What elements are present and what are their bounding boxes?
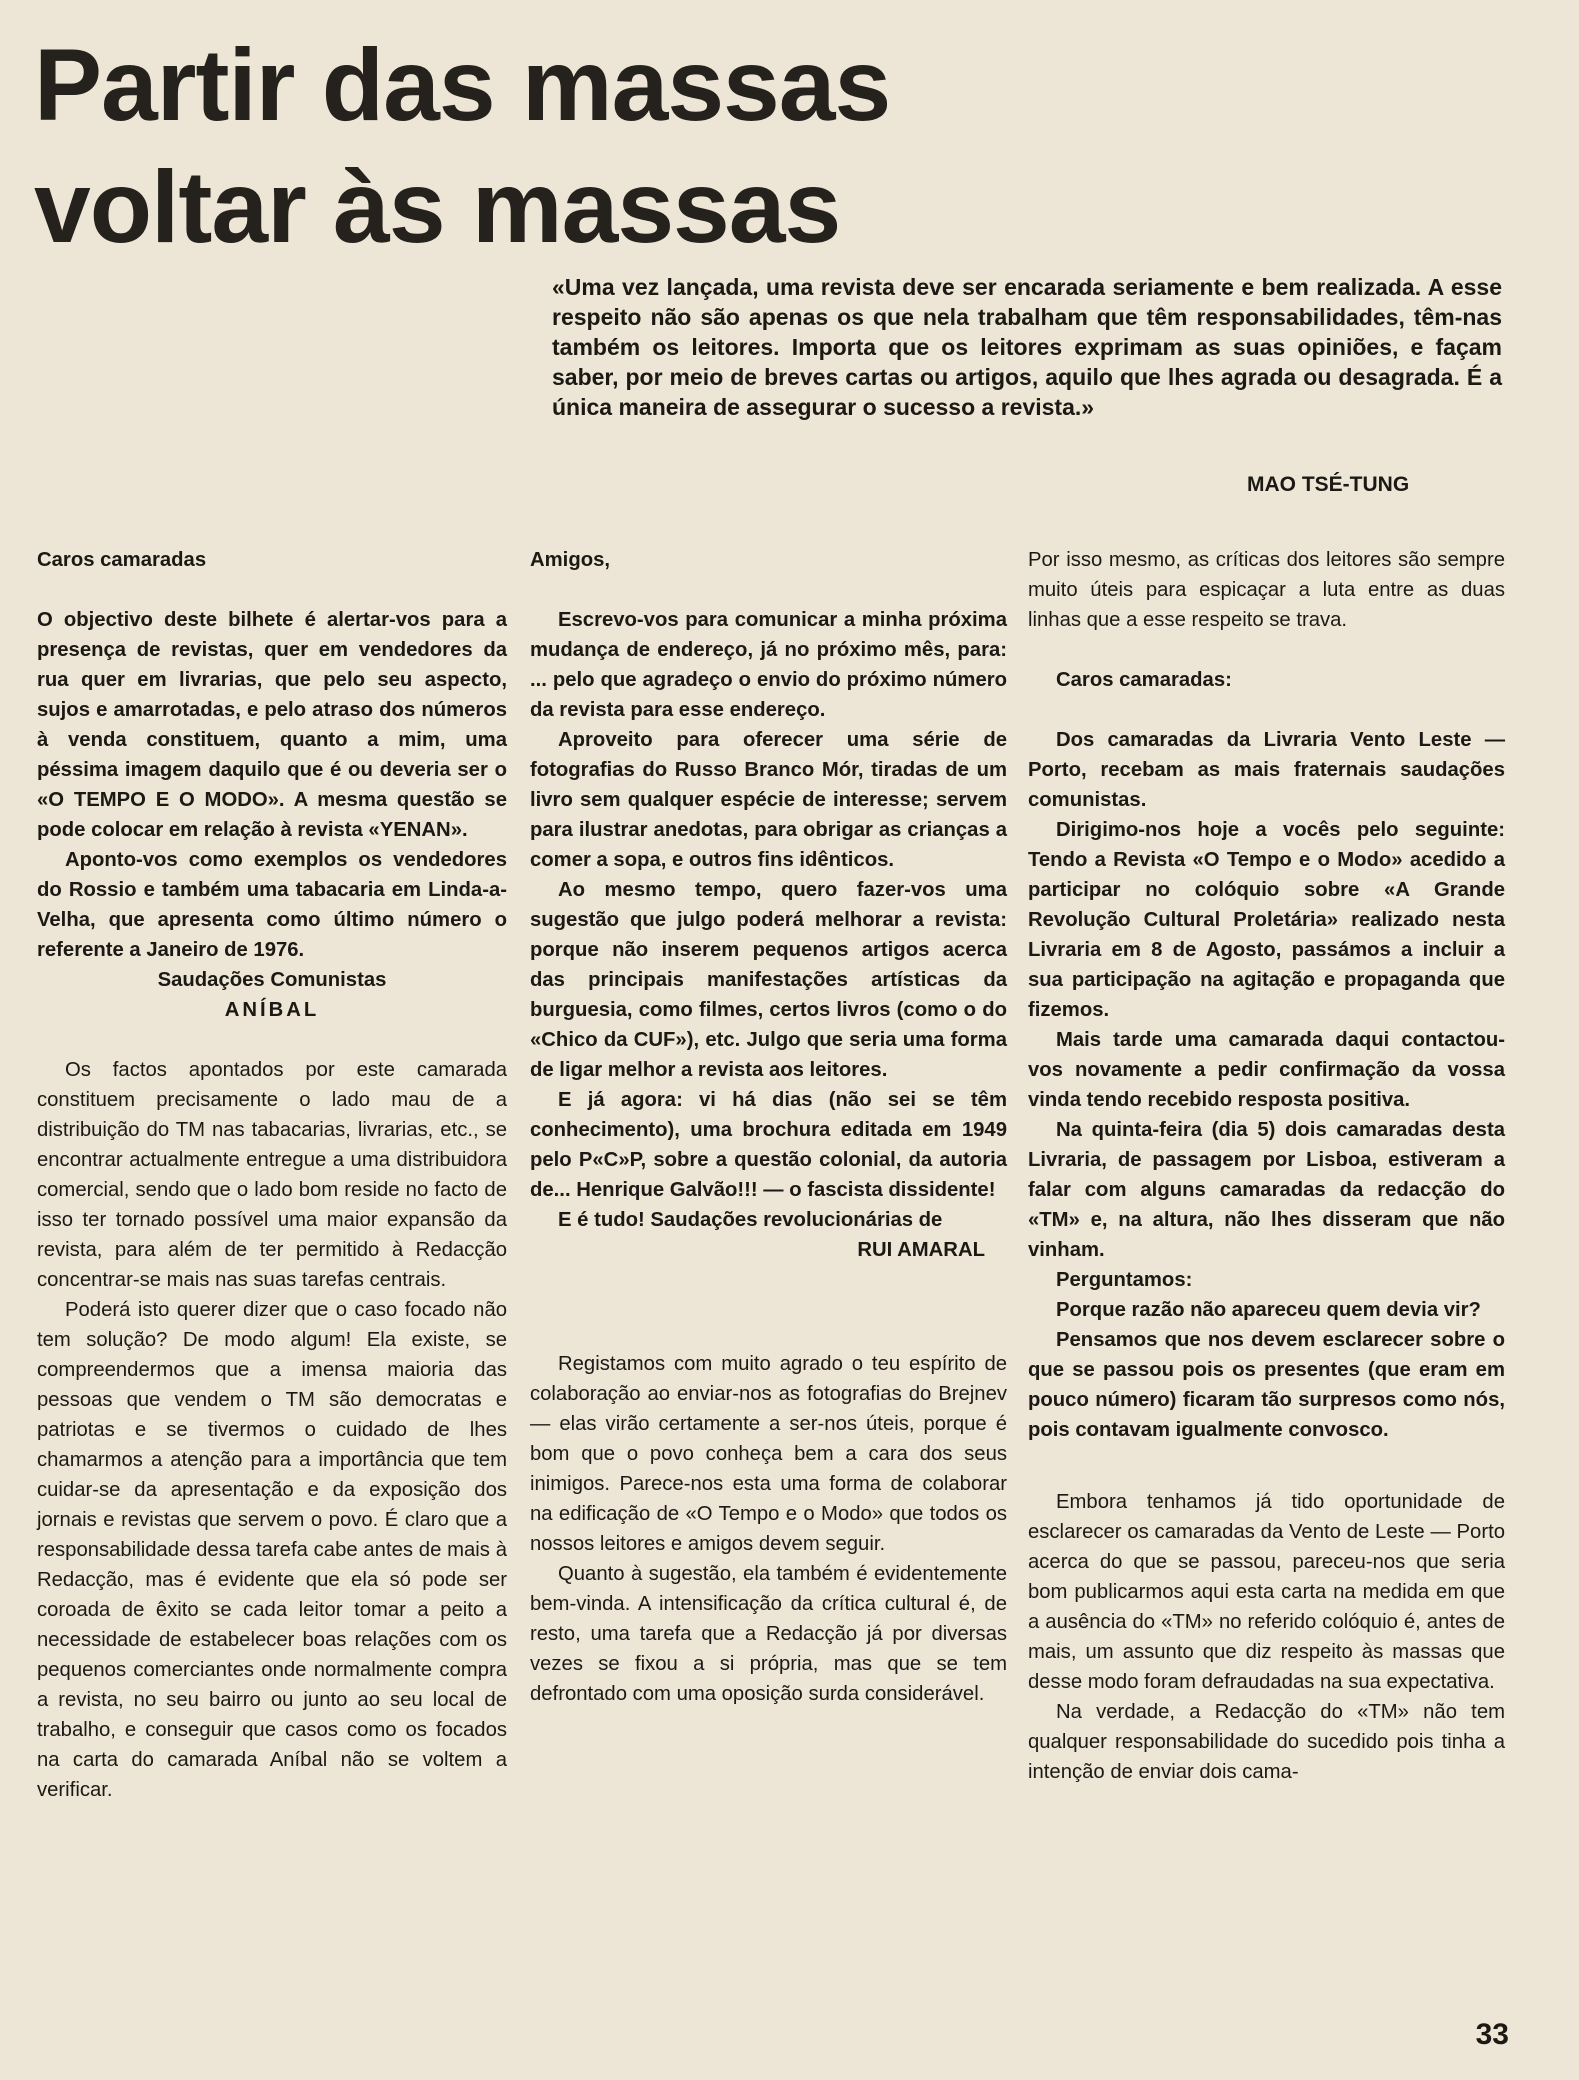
letter-2-salutation: Amigos, xyxy=(530,549,611,571)
letter-3-paragraph: Perguntamos: xyxy=(1056,1269,1193,1291)
letter-2-paragraph: Escrevo-vos para comunicar a minha próxima mudança de endereço, já no próximo mês, para: ... pelo que agradeço o envio do próximo número da revista para esse endereço. xyxy=(530,609,1007,721)
letter-1-paragraph: O objectivo deste bilhete é alertar-vos para a presença de revistas, quer em vendedores da rua quer em livrarias, que pelo seu aspecto, sujos e amarrotadas, e pelo atraso dos números à venda constituem, quanto a mim, uma péssima imagem daquilo que é ou deveria ser o «O TEMPO E O MODO». A mesma questão se pode colocar em relação à revista «YENAN». xyxy=(37,609,507,841)
column-2 xyxy=(530,545,1007,1709)
reply-2-paragraph: Registamos com muito agrado o teu espírito de colaboração ao enviar-nos as fotografias do Brejnev — elas virão certamente a ser-nos úteis, porque é bom que o povo conheça bem a cara dos seus inimigos. Parece-nos esta uma forma de colaborar na edificação de «O Tempo e o Modo» que todos os nossos leitores e amigos devem seguir. xyxy=(530,1353,1007,1555)
reply-1-paragraph: Os factos apontados por este camarada constituem precisamente o lado mau de a distribuição do TM nas tabacarias, livrarias, etc., se encontrar actualmente entregue a uma distribuidora comercial, sendo que o lado bom reside no facto de isso ter tornado possível uma maior expansão da revista, para além de ter permitido à Redacção concentrar-se mais nas suas tarefas centrais. xyxy=(37,1059,507,1291)
letter-3-paragraph: Dirigimo-nos hoje a vocês pelo seguinte: Tendo a Revista «O Tempo e o Modo» acedido a participar no colóquio sobre «A Grande Revolução Cultural Proletária» realizado nesta Livraria em 8 de Agosto, passámos a incluir a sua participação na agitação e propaganda que fizemos. xyxy=(1028,819,1505,1021)
column-1 xyxy=(37,545,507,1805)
reply-2-paragraph: Quanto à sugestão, ela também é evidentemente bem-vinda. A intensificação da crítica cultural é, de resto, uma tarefa que a Redacção já por diversas vezes se fixou a si própria, mas que se tem defrontado com uma oposição surda considerável. xyxy=(530,1563,1007,1705)
letter-3-paragraph: Pensamos que nos devem esclarecer sobre o que se passou pois os presentes (que eram em pouco número) ficaram tão surpresos como nós, pois contavam igualmente convosco. xyxy=(1028,1329,1505,1441)
title-line-1: Partir das massas xyxy=(34,28,891,142)
page-number: 33 xyxy=(1475,2018,1509,2051)
letter-2-paragraph: E é tudo! Saudações revolucionárias de xyxy=(558,1209,943,1231)
letter-1-salutation: Caros camaradas xyxy=(37,549,207,571)
letter-3-paragraph: Na quinta-feira (dia 5) dois camaradas desta Livraria, de passagem por Lisboa, estiveram a falar com alguns camaradas da redacção do «TM» e, na altura, não lhes disseram que não vinham. xyxy=(1028,1119,1505,1261)
letter-1-paragraph: Aponto-vos como exemplos os vendedores do Rossio e também uma tabacaria em Linda-a-Velha, que apresenta como último número o referente a Janeiro de 1976. xyxy=(37,849,507,961)
letter-1-closing: Saudações Comunistas xyxy=(157,969,387,991)
letter-3-paragraph: Mais tarde uma camarada daqui contactou-vos novamente a pedir confirmação da vossa vinda tendo recebido resposta positiva. xyxy=(1028,1029,1505,1111)
letter-3-paragraph: Porque razão não apareceu quem devia vir? xyxy=(1056,1299,1481,1321)
reply-3-paragraph: Embora tenhamos já tido oportunidade de esclarecer os camaradas da Vento de Leste — Porto acerca do que se passou, pareceu-nos que seria bom publicarmos aqui esta carta na medida em que a ausência do «TM» no referido colóquio é, antes de mais, um assunto que diz respeito às massas que desse modo foram defraudadas na sua expectativa. xyxy=(1028,1491,1505,1693)
epigraph-author: MAO TSÉ-TUNG xyxy=(1247,473,1410,496)
letter-3-salutation: Caros camaradas: xyxy=(1056,669,1232,691)
column-3 xyxy=(1028,545,1505,1787)
reply-2-continuation: Por isso mesmo, as críticas dos leitores são sempre muito úteis para espicaçar a luta entre as duas linhas que a esse respeito se trava. xyxy=(1028,549,1505,631)
article-title xyxy=(34,24,890,268)
title-line-2: voltar às massas xyxy=(34,150,841,264)
reply-1-paragraph: Poderá isto querer dizer que o caso focado não tem solução? De modo algum! Ela existe, se compreendermos que a imensa maioria das pessoas que vendem o TM são democratas e patriotas e se tivermos o cuidado de lhes chamarmos a atenção para a importância que tem cuidar-se da apresentação e da exposição dos jornais e revistas que servem o povo. É claro que a responsabilidade dessa tarefa cabe antes de mais à Redacção, mas é evidente que ela só pode ser coroada de êxito se cada leitor tomar a peito a necessidade de estabelecer boas relações com os pequenos comerciantes onde normalmente compra a revista, no seu bairro ou junto ao seu local de trabalho, e conseguir que casos como os focados na carta do camarada Aníbal não se voltem a verificar. xyxy=(37,1299,507,1801)
letter-2-signature: RUI AMARAL xyxy=(857,1239,985,1261)
letter-2-paragraph: Aproveito para oferecer uma série de fotografias do Russo Branco Mór, tiradas de um livro sem qualquer espécie de interesse; servem para ilustrar anedotas, para obrigar as crianças a comer a sopa, e outros fins idênticos. xyxy=(530,729,1007,871)
epigraph-quote: «Uma vez lançada, uma revista deve ser encarada seriamente e bem realizada. A esse respeito não são apenas os que nela trabalham que têm responsabilidades, têm-nas também os leitores. Importa que os leitores exprimam as suas opiniões, e façam saber, por meio de breves cartas ou artigos, aquilo que lhes agrada ou desagrada. É a única maneira de assegurar o sucesso a revista.» xyxy=(552,274,1502,420)
reply-3-paragraph: Na verdade, a Redacção do «TM» não tem qualquer responsabilidade do sucedido pois tinha a intenção de enviar dois cama- xyxy=(1028,1701,1505,1783)
letter-2-paragraph: E já agora: vi há dias (não sei se têm conhecimento), uma brochura editada em 1949 pelo P«C»P, sobre a questão colonial, da autoria de... Henrique Galvão!!! — o fascista dissidente! xyxy=(530,1089,1007,1201)
letter-1-signature: ANÍBAL xyxy=(224,999,320,1021)
letter-2-paragraph: Ao mesmo tempo, quero fazer-vos uma sugestão que julgo poderá melhorar a revista: porque não inserem pequenos artigos acerca das principais manifestações artísticas da burguesia, como filmes, certos livros (como o do «Chico da CUF»), etc. Julgo que seria uma forma de ligar melhor a revista aos leitores. xyxy=(530,879,1007,1081)
letter-3-paragraph: Dos camaradas da Livraria Vento Leste — Porto, recebam as mais fraternais saudações comunistas. xyxy=(1028,729,1505,811)
